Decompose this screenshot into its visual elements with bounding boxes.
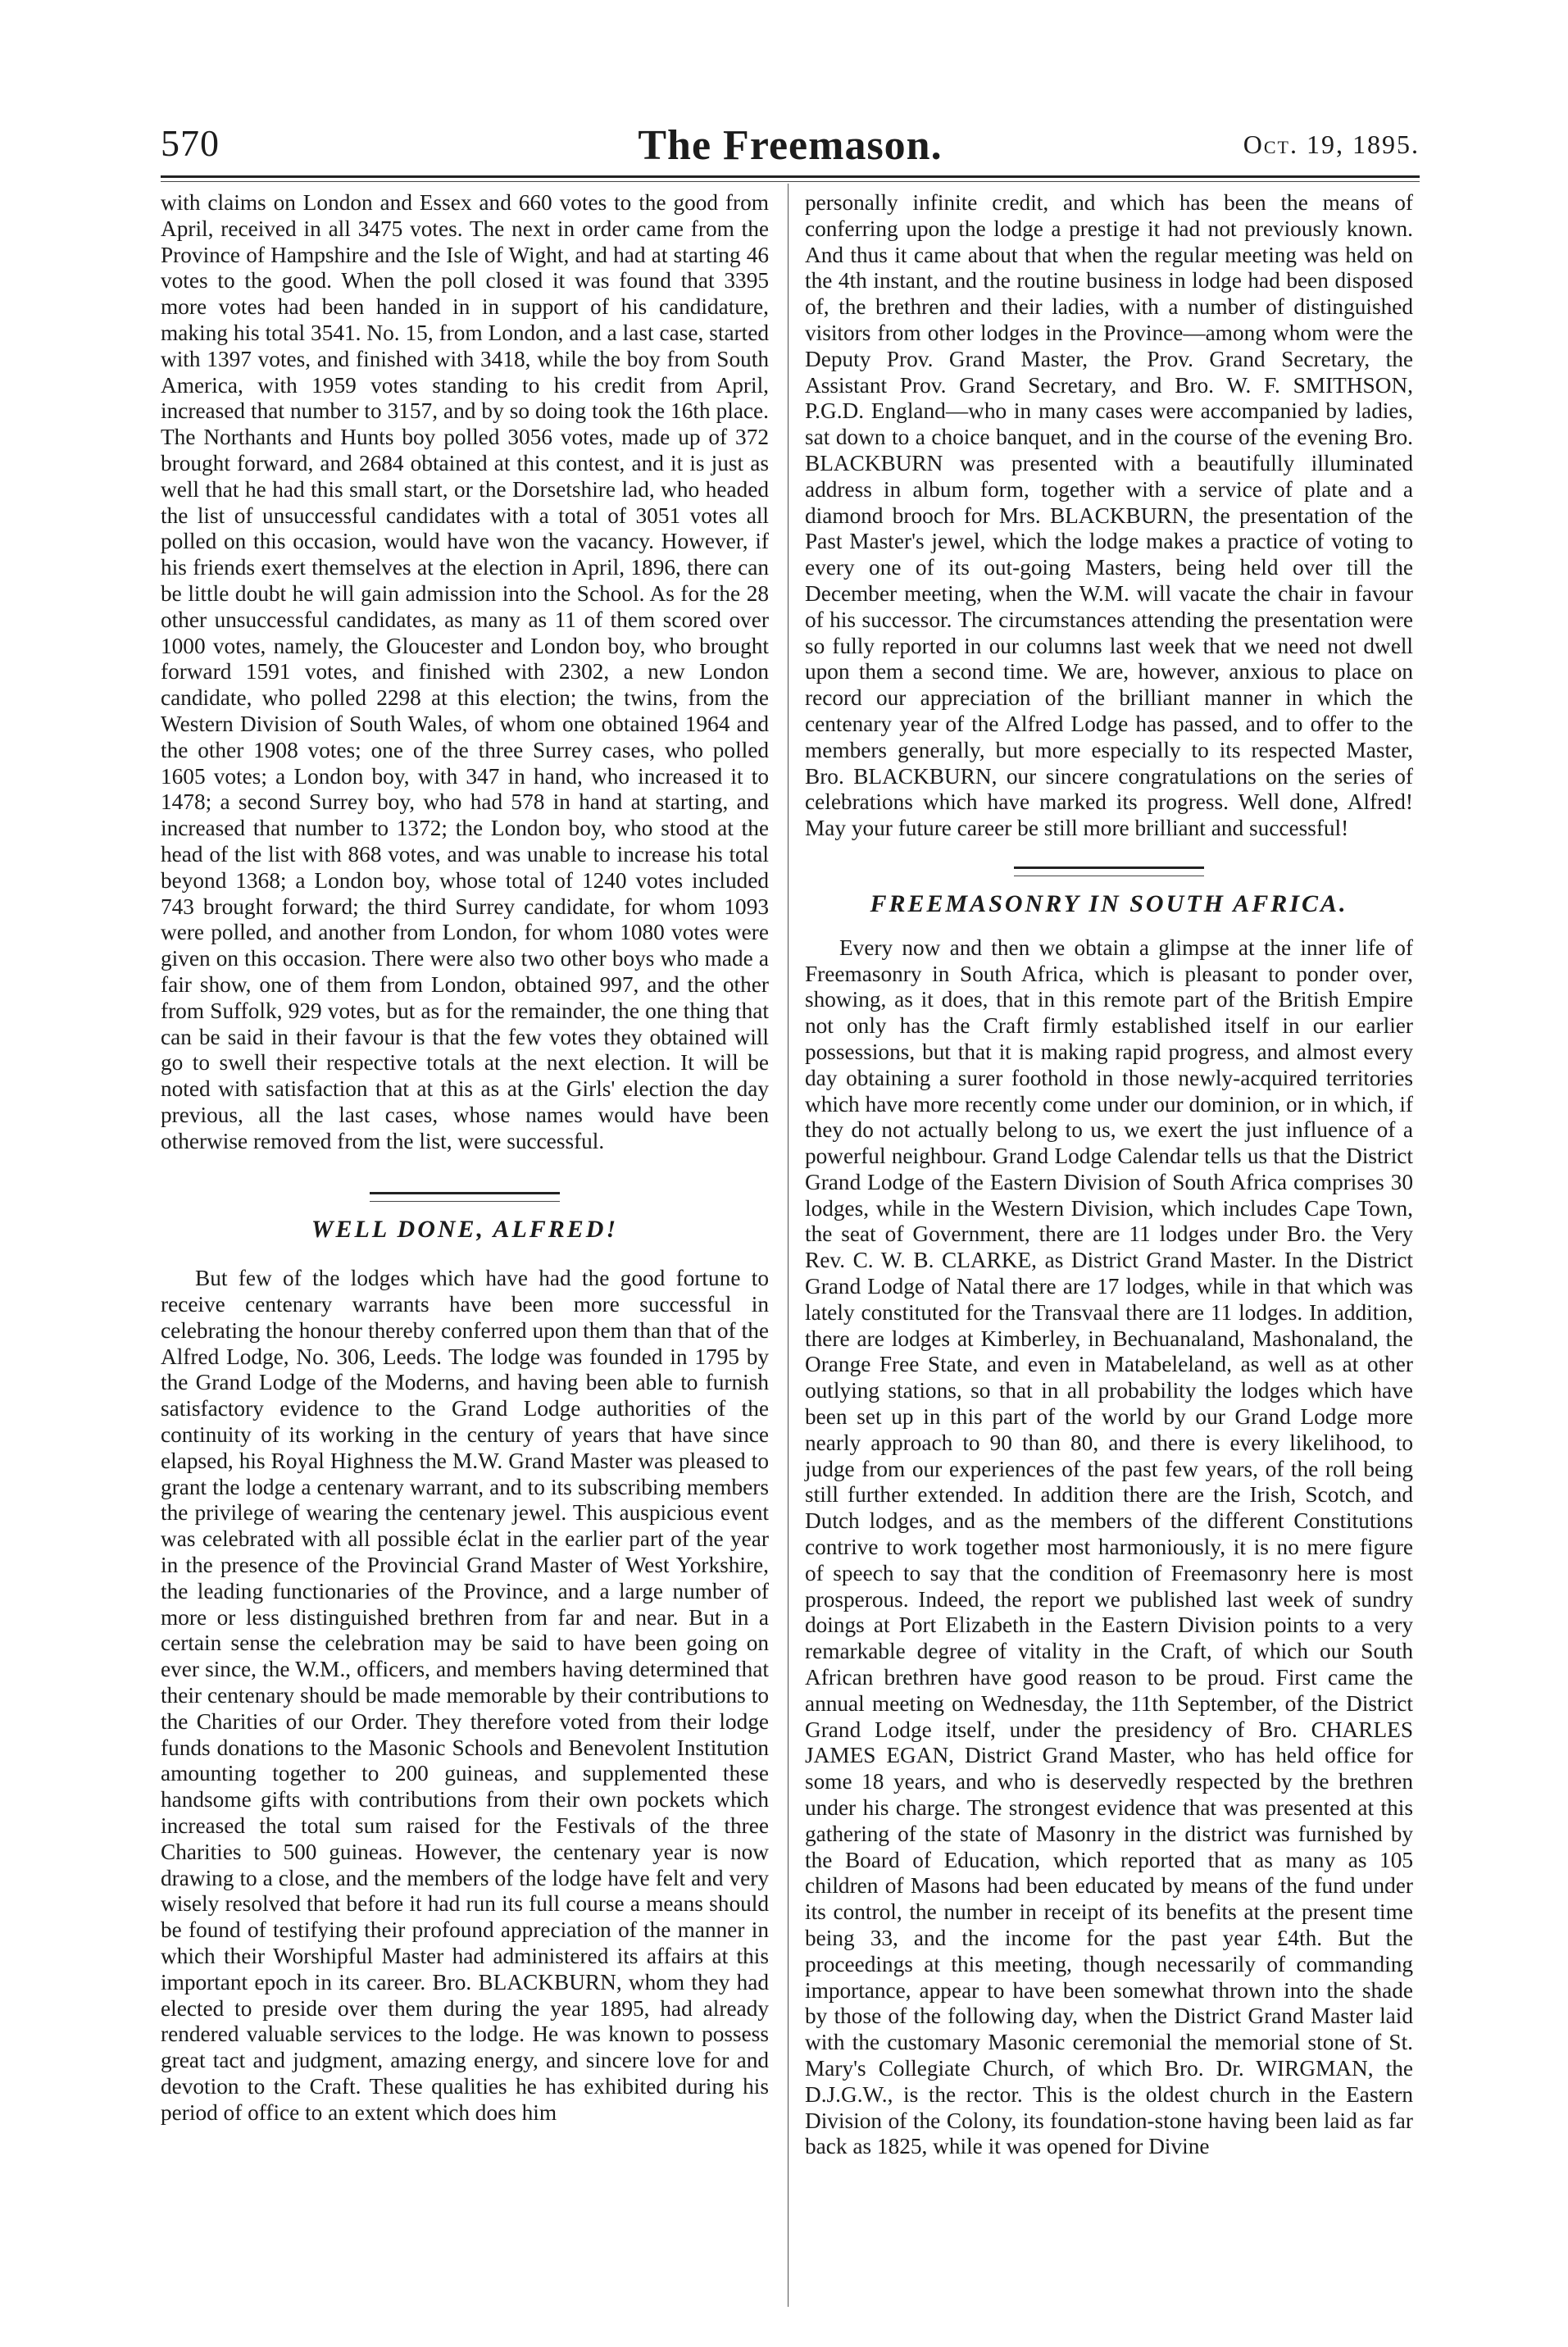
section-separator: [1014, 866, 1204, 876]
article-continuation-right: personally infinite credit, and which has been the means of conferring upon the lodge a prestige it had not previously known. And thus it came about that when the regular meeting was held on the 4th instant, and the routine business in lodge had been disposed of, the brethren and their ladies, with a number of distinguished visitors from other lodges in the Province—among whom were the Deputy Prov. Grand Master, the Prov. Grand Secretary, the Assistant Prov. Grand Secretary, and Bro. W. F. SMITHSON, P.G.D. England—who in many cases were accompanied by ladies, sat down to a choice banquet, and in the course of the evening Bro. BLACKBURN was presented with a beautifully illuminated address in album form, together with a service of plate and a diamond brooch for Mrs. BLACKBURN, the presentation of the Past Master's jewel, which the lodge makes a practice of voting to every one of its out-going Masters, being held over till the December meeting, when the W.M. will vacate the chair in favour of his successor. The circumstances attending the presentation were so fully reported in our columns last week that we need not dwell upon them a second time. We are, however, anxious to place on record our appreciation of the brilliant manner in which the centenary year of the Alfred Lodge has passed, and to offer to the members generally, but more especially to its respected Master, Bro. BLACKBURN, our sincere congratulations on the series of celebrations which have marked its progress. Well done, Alfred! May your future career be still more brilliant and successful!: [805, 190, 1413, 841]
page-number: 570: [161, 122, 220, 164]
article-body-freemasonry-south-africa: Every now and then we obtain a glimpse at the inner life of Freemasonry in South Africa, which is pleasant to ponder over, showing, as it does, that in this remote part of the British Empire not only has the Craft firmly established itself in our earlier possessions, but that it is making rapid progress, and almost every day obtaining a surer foothold in those newly-acquired territories which have more recently come under our dominion, or in which, if they do not actually belong to us, we exert the just influence of a powerful neighbour. Grand Lodge Calendar tells us that the District Grand Lodge of the Eastern Division of South Africa comprises 30 lodges, while in the Western Division, which includes Cape Town, the seat of Government, there are 11 lodges under Bro. the Very Rev. C. W. B. CLARKE, as District Grand Master. In the District Grand Lodge of Natal there are 17 lodges, while in that which was lately constituted for the Transvaal there are 11 lodges. In addition, there are lodges at Kimberley, in Bechuanaland, Mashonaland, the Orange Free State, and even in Matabeleland, as well as at other outlying stations, so that in all probability the lodges which have been set up in this part of the world by our Grand Lodge more nearly approach to 90 than 80, and there is every likelihood, to judge from our experiences of the past few years, of the roll being still further extended. In addition there are the Irish, Scotch, and Dutch lodges, and as the members of the different Constitutions contrive to work together most harmoniously, it is no mere figure of speech to say that the condition of Freemasonry here is most prosperous. Indeed, the report we published last week of sundry doings at Port Elizabeth in the Eastern Division points to a very remarkable degree of vitality in the Craft, of which our South African brethren have good reason to be proud. First came the annual meeting on Wednesday, the 11th September, of the District Grand Lodge itself, under the presidency of Bro. CHARLES JAMES EGAN, District Grand Master, who has held office for some 18 years, and who is deservedly respected by the brethren under his charge. The strongest evidence that was presented at this gathering of the state of Masonry in the district was furnished by the Board of Education, which reported that as many as 105 children of Masons had been educated by means of the fund under its control, the number in receipt of its benefits at the present time being 33, and the income for the past year £4th. But the proceedings at this meeting, though necessarily of commanding importance, appear to have been somewhat thrown into the shade by those of the following day, when the District Grand Master laid with the customary Masonic ceremonial the memorial stone of St. Mary's Collegiate Church, of which Bro. Dr. WIRGMAN, the D.J.G.W., is the rector. This is the oldest church in the Eastern Division of the Colony, its foundation-stone having been laid as far back as 1825, while it was opened for Divine: [805, 935, 1413, 2159]
left-column: [161, 190, 769, 2126]
section-title-well-done-alfred: WELL DONE, ALFRED!: [311, 1216, 619, 1244]
issue-date: Oct. 19, 1895.: [1243, 130, 1420, 159]
article-continuation-left: with claims on London and Essex and 660 votes to the good from April, received in all 3475 votes. The next in order came from the Province of Hampshire and the Isle of Wight, and had at starting 46 votes to the good. When the poll closed it was found that 3395 more votes had been handed in in support of his candidature, making his total 3541. No. 15, from London, and a last case, started with 1397 votes, and finished with 3418, while the boy from South America, with 1959 votes standing to his credit from April, increased that number to 3157, and by so doing took the 16th place. The Northants and Hunts boy polled 3056 votes, made up of 372 brought forward, and 2684 obtained at this contest, and it is just as well that he had this small start, or the Dorsetshire lad, who headed the list of unsuccessful candidates with a total of 3051 votes all polled on this occasion, would have won the vacancy. However, if his friends exert themselves at the election in April, 1896, there can be little doubt he will gain admission into the School. As for the 28 other unsuccessful candidates, as many as 11 of them scored over 1000 votes, namely, the Gloucester and London boy, who brought forward 1591 votes, and finished with 2302, a new London candidate, who polled 2298 at this election; the twins, from the Western Division of South Wales, of whom one obtained 1964 and the other 1908 votes; one of the three Surrey cases, who polled 1605 votes; a London boy, with 347 in hand, who increased it to 1478; a second Surrey boy, who had 578 in hand at starting, and increased that number to 1372; the London boy, who stood at the head of the list with 868 votes, and was unable to increase his total beyond 1368; a London boy, whose total of 1240 votes included 743 brought forward; the third Surrey candidate, for whom 1093 were polled, and another from London, for whom 1080 votes were given on this occasion. There were also two other boys who made a fair show, one of them from London, obtained 997, and the other from Suffolk, 929 votes, but as for the remainder, the one thing that can be said in their favour is that the few votes they obtained will go to swell their respective totals at the next election. It will be noted with satisfaction that at this as at the Girls' election the day previous, all the last cases, whose names would have been otherwise removed from the list, were successful.: [161, 190, 769, 1153]
right-column: [805, 190, 1413, 2160]
article-body-well-done-alfred: But few of the lodges which have had the good fortune to receive centenary warrants have been more successful in celebrating the honour thereby conferred upon them than that of the Alfred Lodge, No. 306, Leeds. The lodge was founded in 1795 by the Grand Lodge of the Moderns, and having been able to furnish satisfactory evidence to the Grand Lodge authorities of the continuity of its working in the century of years that have since elapsed, his Royal Highness the M.W. Grand Master was pleased to grant the lodge a centenary warrant, and to its subscribing members the privilege of wearing the centenary jewel. This auspicious event was celebrated with all possible éclat in the earlier part of the year in the presence of the Provincial Grand Master of West Yorkshire, the leading functionaries of the Province, and a large number of more or less distinguished brethren from far and near. But in a certain sense the celebration may be said to have been going on ever since, the W.M., officers, and members having determined that their centenary should be made memorable by their contributions to the Charities of our Order. They therefore voted from their lodge funds donations to the Masonic Schools and Benevolent Institution amounting together to 200 guineas, and supplemented these handsome gifts with contributions from their own pockets which increased the total sum raised for the Festivals of the three Charities to 500 guineas. However, the centenary year is now drawing to a close, and the members of the lodge have felt and very wisely resolved that before it had run its full course a means should be found of testifying their profound appreciation of the manner in which their Worshipful Master had administered its affairs at this important epoch in its career. Bro. BLACKBURN, whom they had elected to preside over them during the year 1895, had already rendered valuable services to the lodge. He was known to possess great tact and judgment, amazing energy, and sincere love for and devotion to the Craft. These qualities he has exhibited during his period of office to an extent which does him: [161, 1266, 769, 2125]
header-rule-thin: [161, 181, 1420, 182]
column-divider: [788, 184, 789, 2307]
section-title-freemasonry-south-africa: FREEMASONRY IN SOUTH AFRICA.: [870, 889, 1348, 917]
masthead-title: The Freemason.: [638, 122, 943, 169]
section-separator: [370, 1192, 560, 1202]
page-header: [161, 121, 1420, 180]
header-rule: [161, 175, 1420, 178]
